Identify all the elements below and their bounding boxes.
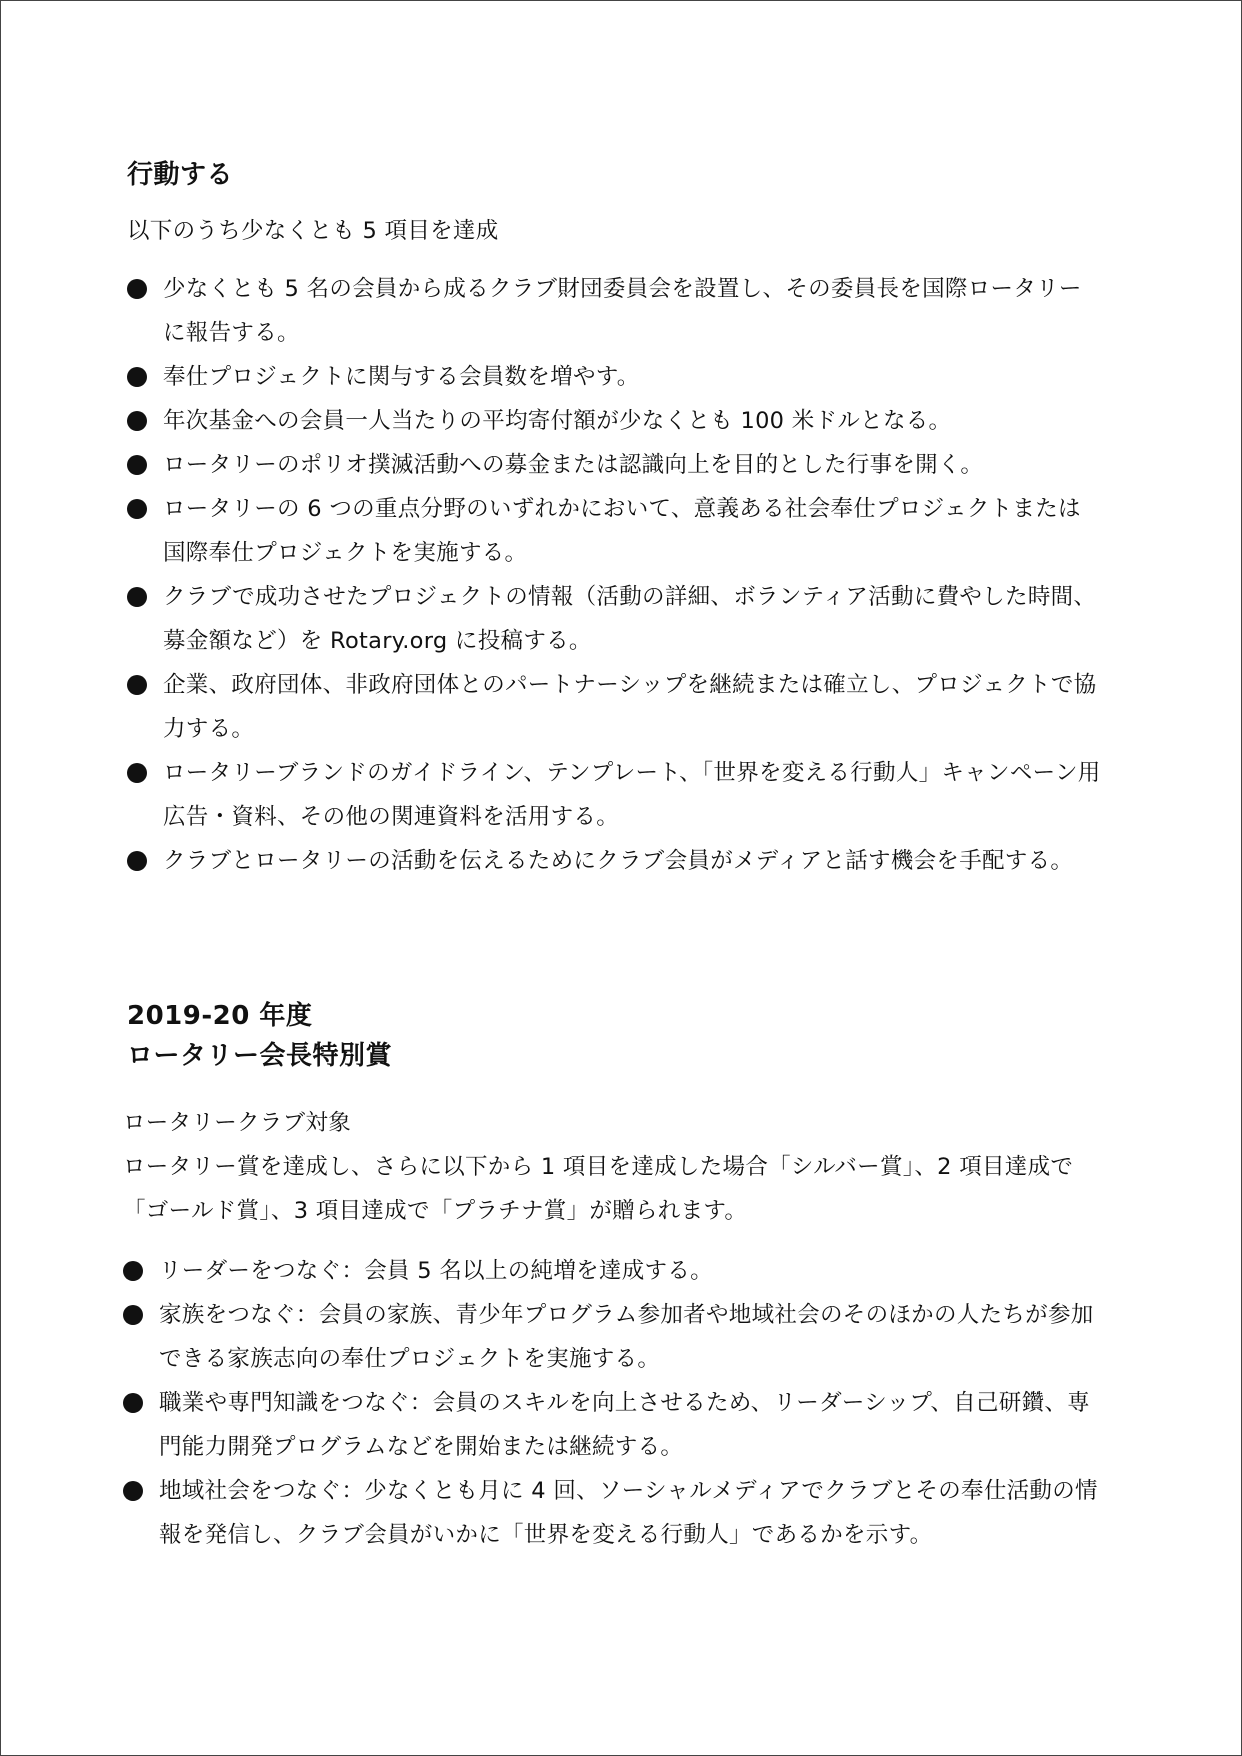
section-title-year: 2019-20 年度	[127, 1001, 313, 1031]
list-item	[123, 1469, 1101, 1557]
bullet-icon	[127, 587, 147, 607]
section-intro: 以下のうち少なくとも 5 項目を達成	[127, 218, 499, 244]
section-title-take-action: 行動する	[127, 160, 234, 190]
list-item	[123, 1249, 1101, 1293]
list-item-text: 地域社会をつなぐ：少なくとも月に 4 回、ソーシャルメディアでクラブとその奉仕活動の情報を発信し、クラブ会員がいかに「世界を変える行動人」であるかを示す。	[159, 1478, 1098, 1548]
list-item	[127, 487, 1101, 575]
bullet-icon	[123, 1261, 143, 1281]
bullet-icon	[127, 499, 147, 519]
list-item-text: ロータリーの 6 つの重点分野のいずれかにおいて、意義ある社会奉仕プロジェクトまたは国際奉仕プロジェクトを実施する。	[163, 496, 1081, 566]
list-item	[127, 267, 1101, 355]
bullet-icon	[127, 455, 147, 475]
list-item-text: 奉仕プロジェクトに関与する会員数を増やす。	[163, 364, 640, 390]
list-item-text: 企業、政府団体、非政府団体とのパートナーシップを継続または確立し、プロジェクトで協力する。	[163, 672, 1097, 742]
list-item	[127, 355, 1101, 399]
award-criteria-list	[123, 1249, 1101, 1557]
list-item-text: ロータリーブランドのガイドライン、テンプレート、「世界を変える行動人」キャンペーン用広告・資料、その他の関連資料を活用する。	[163, 760, 1101, 830]
list-item-text: 少なくとも 5 名の会員から成るクラブ財団委員会を設置し、その委員長を国際ロータリーに報告する。	[163, 276, 1082, 346]
list-item-text: 年次基金への会員一人当たりの平均寄付額が少なくとも 100 米ドルとなる。	[163, 408, 952, 434]
bullet-icon	[123, 1393, 143, 1413]
list-item-text: 職業や専門知識をつなぐ：会員のスキルを向上させるため、リーダーシップ、自己研鑽、専門能力開発プログラムなどを開始または継続する。	[159, 1390, 1090, 1460]
list-item	[123, 1381, 1101, 1469]
bullet-icon	[123, 1305, 143, 1325]
section-title-award: ロータリー会長特別賞	[127, 1041, 393, 1071]
bullet-icon	[127, 279, 147, 299]
list-item-text: リーダーをつなぐ：会員 5 名以上の純増を達成する。	[159, 1258, 713, 1284]
bullet-icon	[127, 851, 147, 871]
list-item	[123, 1293, 1101, 1381]
award-target: ロータリークラブ対象	[123, 1110, 352, 1136]
list-item-text: クラブとロータリーの活動を伝えるためにクラブ会員がメディアと話す機会を手配する。	[163, 848, 1074, 874]
list-item	[127, 575, 1101, 663]
action-items-list	[127, 267, 1101, 883]
bullet-icon	[127, 763, 147, 783]
bullet-icon	[127, 411, 147, 431]
award-description: ロータリー賞を達成し、さらに以下から 1 項目を達成した場合「シルバー賞」、2 項目達成で「ゴールド賞」、3 項目達成で「プラチナ賞」が贈られます。	[123, 1154, 1074, 1224]
list-item-text: クラブで成功させたプロジェクトの情報（活動の詳細、ボランティア活動に費やした時間、募金額など）を Rotary.org に投稿する。	[163, 584, 1097, 654]
list-item	[127, 839, 1101, 883]
bullet-icon	[123, 1481, 143, 1501]
list-item	[127, 663, 1101, 751]
list-item	[127, 443, 1101, 487]
bullet-icon	[127, 367, 147, 387]
list-item	[127, 399, 1101, 443]
list-item-text: 家族をつなぐ：会員の家族、青少年プログラム参加者や地域社会のそのほかの人たちが参加できる家族志向の奉仕プロジェクトを実施する。	[159, 1302, 1094, 1372]
bullet-icon	[127, 675, 147, 695]
list-item	[127, 751, 1101, 839]
list-item-text: ロータリーのポリオ撲滅活動への募金または認識向上を目的とした行事を開く。	[163, 452, 984, 478]
